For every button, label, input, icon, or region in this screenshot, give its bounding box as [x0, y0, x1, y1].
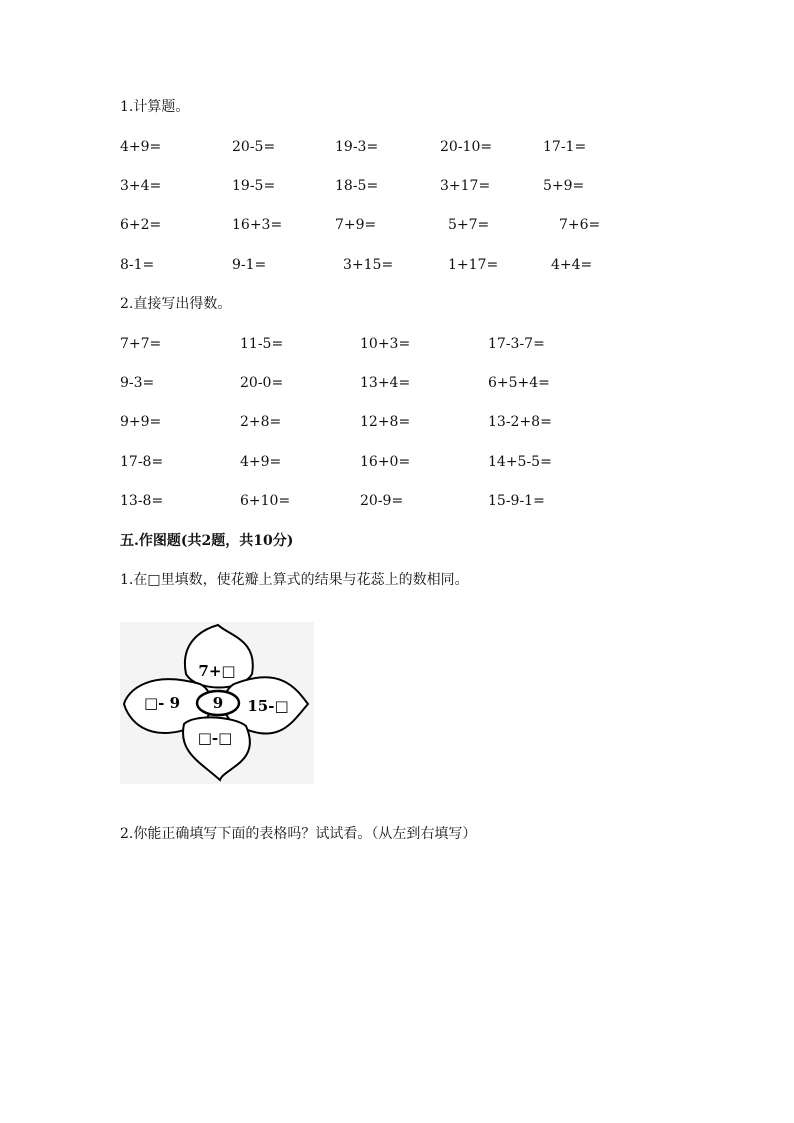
calc-expression: 3+4=: [120, 178, 162, 194]
direct-answer-expression: 15-9-1=: [488, 493, 545, 509]
direct-answer-expression: 6+10=: [240, 493, 291, 509]
direct-answer-expression: 10+3=: [360, 336, 411, 352]
calc-expression: 8-1=: [120, 257, 155, 273]
direct-answer-expression: 9+9=: [120, 414, 162, 430]
calc-expression: 7+6=: [559, 217, 601, 233]
direct-answer-expression: 20-9=: [360, 493, 404, 509]
calc-expression: 4+9=: [120, 139, 162, 155]
petal-bottom-label: □-□: [197, 729, 233, 747]
section5-heading: 五.作图题(共2题，共10分): [120, 533, 294, 549]
direct-answer-expression: 7+7=: [120, 336, 162, 352]
calc-expression: 6+2=: [120, 217, 162, 233]
direct-answer-expression: 20-0=: [240, 375, 284, 391]
calc-expression: 17-1=: [543, 139, 587, 155]
direct-answer-expression: 17-8=: [120, 454, 164, 470]
direct-answer-expression: 14+5-5=: [488, 454, 552, 470]
calc-expression: 18-5=: [335, 178, 379, 194]
calc-expression: 9-1=: [232, 257, 267, 273]
calc-expression: 19-3=: [335, 139, 379, 155]
direct-answer-expression: 12+8=: [360, 414, 411, 430]
calc-expression: 7+9=: [335, 217, 377, 233]
calc-expression: 5+7=: [448, 217, 490, 233]
direct-answer-expression: 4+9=: [240, 454, 282, 470]
direct-answer-expression: 13-2+8=: [488, 414, 552, 430]
direct-answer-expression: 11-5=: [240, 336, 284, 352]
petal-left-label: □- 9: [143, 694, 181, 712]
calc-expression: 16+3=: [232, 217, 283, 233]
calc-expression: 20-5=: [232, 139, 276, 155]
flower-center-label: 9: [212, 694, 224, 712]
calc-expression: 3+15=: [343, 257, 394, 273]
table-question: 2.你能正确填写下面的表格吗？试试看。（从左到右填写）: [120, 826, 477, 842]
calc-expression: 20-10=: [440, 139, 493, 155]
petal-top-label: 7+□: [198, 662, 236, 680]
direct-answer-expression: 13+4=: [360, 375, 411, 391]
section1-heading: 1.计算题。: [120, 99, 190, 115]
direct-answer-expression: 17-3-7=: [488, 336, 545, 352]
flower-diagram: [120, 622, 314, 784]
calc-expression: 3+17=: [440, 178, 491, 194]
direct-answer-expression: 2+8=: [240, 414, 282, 430]
direct-answer-expression: 9-3=: [120, 375, 155, 391]
section2-heading: 2.直接写出得数。: [120, 296, 232, 312]
calc-expression: 4+4=: [551, 257, 593, 273]
direct-answer-expression: 16+0=: [360, 454, 411, 470]
calc-expression: 19-5=: [232, 178, 276, 194]
calc-expression: 5+9=: [543, 178, 585, 194]
calc-expression: 1+17=: [448, 257, 499, 273]
direct-answer-expression: 13-8=: [120, 493, 164, 509]
direct-answer-expression: 6+5+4=: [488, 375, 550, 391]
petal-right-label: 15-□: [247, 697, 289, 715]
flower-question: 1.在□里填数，使花瓣上算式的结果与花蕊上的数相同。: [120, 572, 469, 588]
